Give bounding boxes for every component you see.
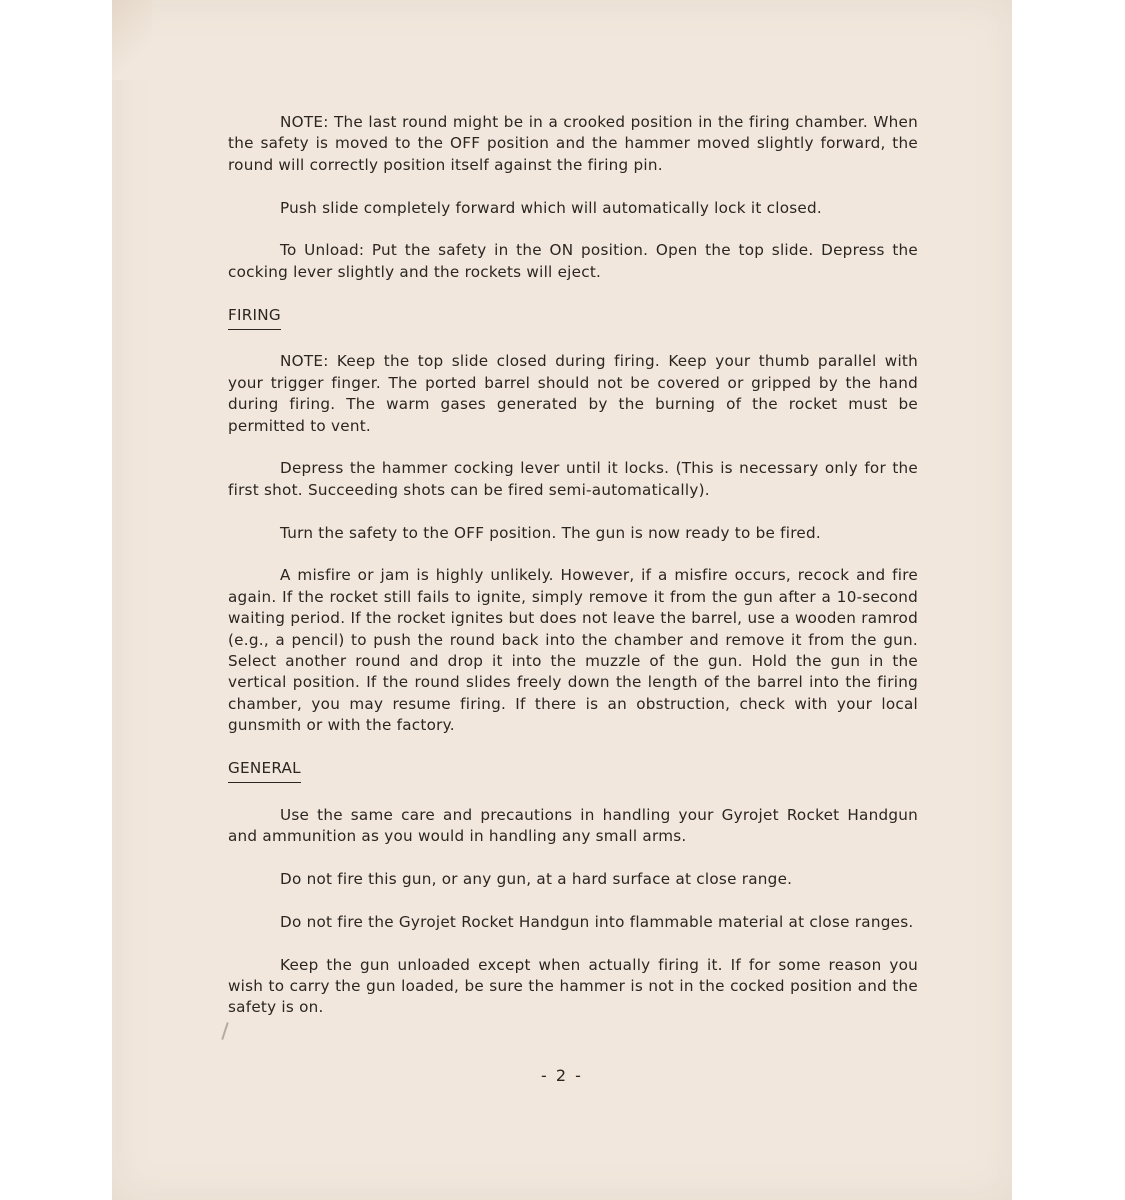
flammable-material-paragraph: Do not fire the Gyrojet Rocket Handgun into flammable material at close ranges. [280,912,914,931]
document-page [112,0,1012,1200]
firing-note-paragraph: NOTE: Keep the top slide closed during firing. Keep your thumb parallel with your trigger finger. The ported barrel should not be covered or gripped by the hand during firing. The warm gases generated by the burning of the rocket must be permitted to vent. [228,352,918,435]
pencil-mark [221,1022,228,1040]
page-body [228,112,918,1019]
unload-paragraph: To Unload: Put the safety in the ON position. Open the top slide. Depress the cocking lever slightly and the rockets will eject. [228,241,918,281]
page-number: - 2 - [541,1066,583,1085]
unloaded-gun-paragraph: Keep the gun unloaded except when actually firing it. If for some reason you wish to carry the gun loaded, be sure the hammer is not in the cocked position and the safety is on. [228,955,918,1017]
cocking-lever-paragraph: Depress the hammer cocking lever until it locks. (This is necessary only for the first shot. Succeeding shots can be fired semi-automatically). [228,459,918,499]
safety-off-paragraph: Turn the safety to the OFF position. The gun is now ready to be fired. [280,523,821,542]
firing-section-heading: FIRING [228,305,281,330]
firing-section-heading-wrap [228,305,918,352]
general-section-heading-wrap [228,758,918,805]
note-crooked-round-paragraph: NOTE: The last round might be in a crooked position in the firing chamber. When the safety is moved to the OFF position and the hammer moved slightly forward, the round will correctly position itself against the firing pin. [228,113,918,174]
misfire-paragraph: A misfire or jam is highly unlikely. However, if a misfire occurs, recock and fire again. If the rocket still fails to ignite, simply remove it from the gun after a 10-second waiting period. If the rocket ignites but does not leave the barrel, use a wooden ramrod (e.g., a pencil) to push the round back into the chamber and remove it from the gun. Select another round and drop it into the muzzle of the gun. Hold the gun in the vertical position. If the round slides freely down the length of the barrel into the firing chamber, you may resume firing. If there is an obstruction, check with your local gunsmith or with the factory. [228,566,918,735]
push-slide-paragraph: Push slide completely forward which will automatically lock it closed. [280,198,822,217]
care-precautions-paragraph: Use the same care and precautions in handling your Gyrojet Rocket Handgun and ammunition as you would in handling any small arms. [228,805,918,846]
general-section-heading: GENERAL [228,758,301,783]
hard-surface-paragraph: Do not fire this gun, or any gun, at a hard surface at close range. [280,870,793,889]
page-corner-fold [112,0,152,80]
